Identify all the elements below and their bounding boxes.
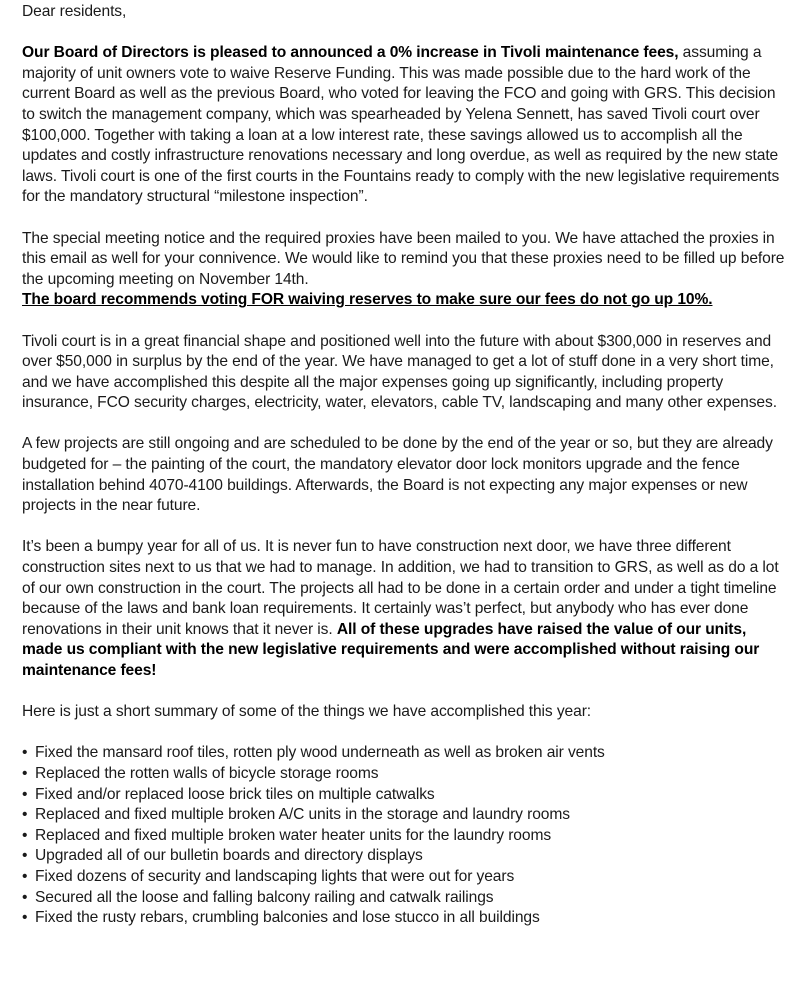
bullet-icon: • <box>22 764 28 782</box>
paragraph-proxies <box>22 229 788 311</box>
bullet-icon: • <box>22 847 28 865</box>
bullet-icon: • <box>22 744 28 762</box>
bullet-icon: • <box>22 888 28 906</box>
summary-intro: Here is just a short summary of some of the things we have accomplished this year: <box>22 703 592 721</box>
paragraph-financial-shape: Tivoli court is in a great financial shape and positioned well into the future with about $300,000 in reserves and over $50,000 in surplus by the end of the year. We have managed to get a lot of stuff done in a very short time, and we have accomplished this despite all the major expenses going up significantly, including property insurance, FCO security charges, electricity, water, elevators, cable TV, landscaping and many other expenses. <box>22 332 777 412</box>
board-recommendation: The board recommends voting FOR waiving reserves to make sure our fees do not go up 10%. <box>22 291 713 309</box>
bullet-icon: • <box>22 785 28 803</box>
paragraph-ongoing-projects: A few projects are still ongoing and are scheduled to be done by the end of the year or so, but they are already budgeted for – the painting of the court, the mandatory elevator door lock monitors upgrade and the fence installation behind 4070-4100 buildings. Afterwards, the Board is not expecting any major expenses or new projects in the near future. <box>22 435 773 515</box>
list-item: • Secured all the loose and falling balcony railing and catwalk railings <box>22 888 788 909</box>
paragraph-bumpy-year <box>22 537 788 681</box>
bullet-icon: • <box>22 867 28 885</box>
list-item: • Fixed and/or replaced loose brick tiles on multiple catwalks <box>22 785 788 806</box>
list-item: • Fixed the rusty rebars, crumbling balconies and lose stucco in all buildings <box>22 908 788 929</box>
letter-body <box>22 2 788 929</box>
list-item: • Upgraded all of our bulletin boards and directory displays <box>22 846 788 867</box>
bullet-icon: • <box>22 909 28 927</box>
proxies-text: The special meeting notice and the required proxies have been mailed to you. We have attached the proxies in this email as well for your connivence. We would like to remind you that these proxies need to be filled up before the upcoming meeting on November 14th. <box>22 229 785 288</box>
bullet-icon: • <box>22 826 28 844</box>
upgrades-highlight: All of these upgrades have raised the value of our units, made us compliant with the new legislative requirements and were accomplished without raising our maintenance fees! <box>22 620 760 679</box>
fee-announcement-headline: Our Board of Directors is pleased to announced a 0% increase in Tivoli maintenance fees, <box>22 44 679 62</box>
accomplishments-list <box>22 743 788 928</box>
bullet-icon: • <box>22 806 28 824</box>
list-item: • Replaced and fixed multiple broken A/C units in the storage and laundry rooms <box>22 805 788 826</box>
list-item: • Fixed dozens of security and landscaping lights that were out for years <box>22 867 788 888</box>
fee-announcement-text: assuming a majority of unit owners vote to waive Reserve Funding. This was made possible due to the hard work of the current Board as well as the previous Board, who voted for leaving the FCO and going with GRS. This decision to switch the management company, which was spearheaded by Yelena Sennett, has saved Tivoli court over $100,000. Together with taking a loan at a low interest rate, these savings allowed us to accomplish all the updates and costly infrastructure renovations necessary and long overdue, as well as required by the new state laws. Tivoli court is one of the first courts in the Fountains ready to comply with the new legislative requirements for the mandatory structural “milestone inspection”. <box>22 44 780 206</box>
list-item: • Replaced and fixed multiple broken water heater units for the laundry rooms <box>22 826 788 847</box>
list-item: • Fixed the mansard roof tiles, rotten ply wood underneath as well as broken air vents <box>22 743 788 764</box>
list-item: • Replaced the rotten walls of bicycle storage rooms <box>22 764 788 785</box>
bumpy-year-text: It’s been a bumpy year for all of us. It is never fun to have construction next door, we have three different construction sites next to us that we had to manage. In addition, we had to transition to GRS, as well as do a lot of our own construction in the court. The projects all had to be done in a certain order and under a tight timeline because of the laws and bank loan requirements. It certainly was’t perfect, but anybody who has ever done renovations in their unit knows that it never is. <box>22 538 779 638</box>
greeting: Dear residents, <box>22 3 127 20</box>
paragraph-fee-announcement <box>22 43 788 208</box>
